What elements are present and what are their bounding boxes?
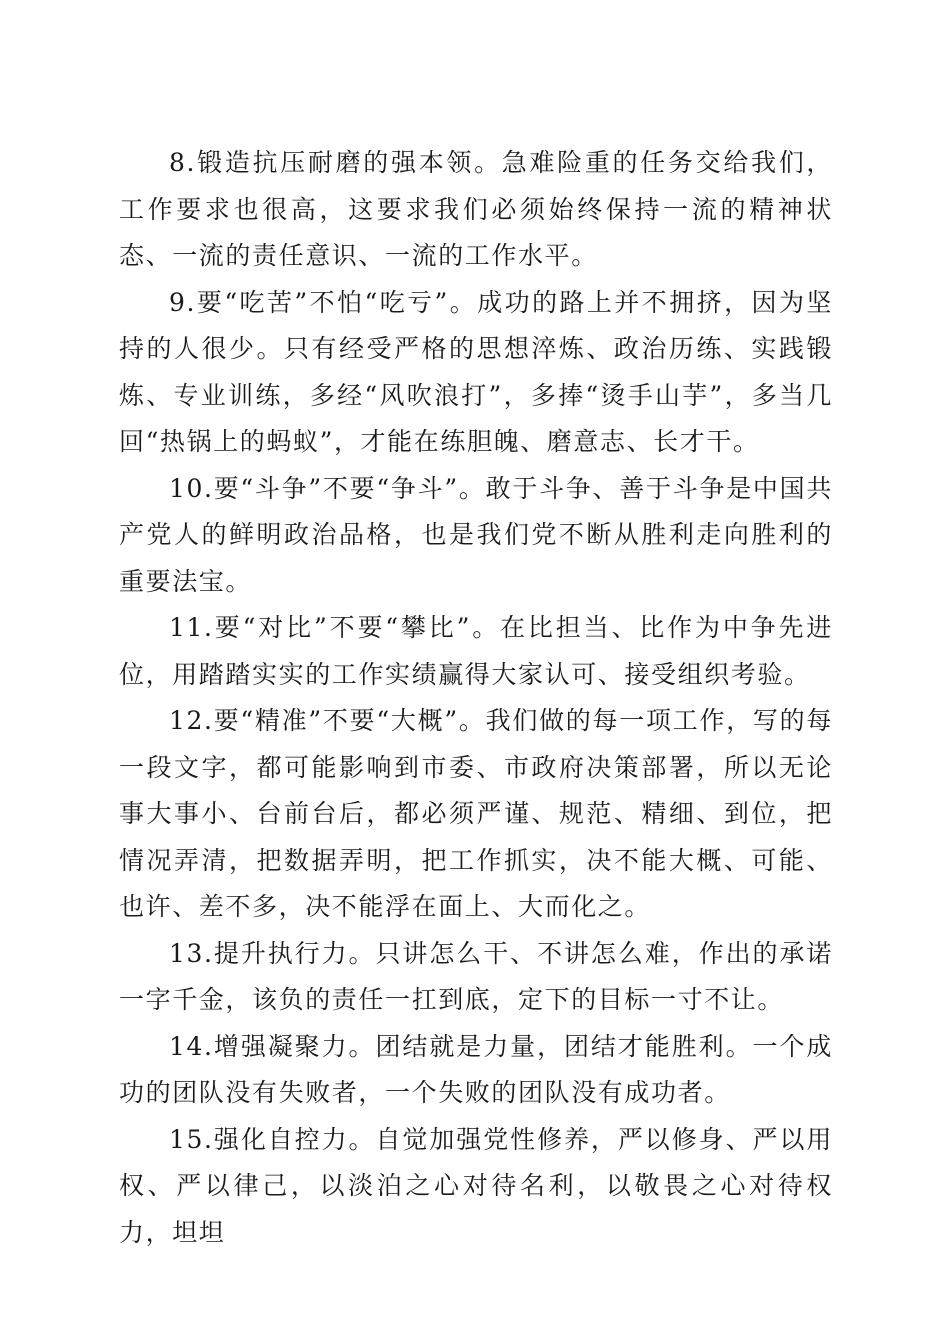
paragraph-9: 9.要“吃苦”不怕“吃亏”。成功的路上并不拥挤，因为坚持的人很少。只有经受严格的思想淬炼、政治历练、实践锻炼、专业训练，多经“风吹浪打”，多捧“烫手山芋”，多当几回“热锅上的蚂蚁”，才能在练胆魄、磨意志、长才干。 [119,287,833,456]
paragraph-15: 15.强化自控力。自觉加强党性修养，严以修身、严以用权、严以律己，以淡泊之心对待名利，以敬畏之心对待权力，坦坦 [119,1124,833,1247]
paragraph-10: 10.要“斗争”不要“争斗”。敢于斗争、善于斗争是中国共产党人的鲜明政治品格，也是我们党不断从胜利走向胜利的重要法宝。 [119,473,833,596]
paragraph-12: 12.要“精准”不要“大概”。我们做的每一项工作，写的每一段文字，都可能影响到市委、市政府决策部署，所以无论事大事小、台前台后，都必须严谨、规范、精细、到位，把情况弄清，把数据弄明，把工作抓实，决不能大概、可能、也许、差不多，决不能浮在面上、大而化之。 [119,706,833,921]
paragraph-11: 11.要“对比”不要“攀比”。在比担当、比作为中争先进位，用踏踏实实的工作实绩赢得大家认可、接受组织考验。 [119,613,833,689]
paragraph-14: 14.增强凝聚力。团结就是力量，团结才能胜利。一个成功的团队没有失败者，一个失败的团队没有成功者。 [119,1031,833,1107]
paragraph-8: 8.锻造抗压耐磨的强本领。急难险重的任务交给我们，工作要求也很高，这要求我们必须始终保持一流的精神状态、一流的责任意识、一流的工作水平。 [119,148,833,270]
paragraph-13: 13.提升执行力。只讲怎么干、不讲怎么难，作出的承诺一字千金，该负的责任一扛到底，定下的目标一寸不让。 [119,938,833,1014]
document-body [119,140,833,1256]
